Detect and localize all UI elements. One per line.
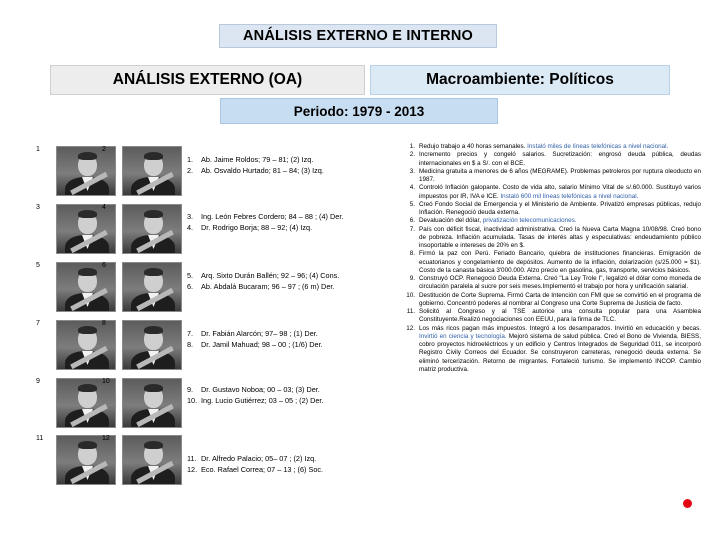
item-text-part: País con déficit fiscal, inactividad administrativa. Creó la Nueva Carta Magna 10/08/98. Creó bono de pobreza. Inflación acumulada. Tasas de interés altas y especulativas: endeudamiento público insoportable e intereses de 20% en $. (419, 225, 701, 249)
item-text (419, 151, 701, 168)
subtitle-left: ANÁLISIS EXTERNO (OA) (50, 65, 365, 95)
list-item (399, 168, 701, 185)
item-number: 6. (409, 217, 415, 225)
portrait-number: 6 (102, 262, 106, 269)
item-text (419, 168, 701, 185)
list-item (399, 143, 701, 151)
item-text-part: Los más ricos pagan más impuestos. Integró a los desamparados. Invirtió en educación y becas. (419, 324, 701, 332)
item-number: 1. (187, 155, 194, 164)
highlighted-text: Instaló miles de líneas telefónicas a nivel nacional. (527, 143, 669, 150)
list-item (187, 465, 387, 476)
list-item (187, 271, 387, 282)
item-text-part: Medicina gratuita a menores de 6 años (MEGRAME). Problemas petroleros por ruptura oleoducto en 1987. (419, 167, 701, 183)
list-item (187, 340, 387, 351)
portrait-photo-icon (122, 435, 182, 485)
item-text (419, 325, 701, 375)
list-item (187, 223, 387, 234)
item-number: 4. (187, 222, 194, 232)
president-list-group-4 (187, 329, 387, 350)
portrait-photo-icon (56, 378, 116, 428)
portrait-number: 12 (102, 435, 110, 442)
item-text-part: Firmó la paz con Perú. Feriado Bancario, quiebra de instituciones financieras. Emigración de ecuatorianos y congelamiento de depósitos. Aumento de la inflación, dolarización (s/25.000 = $1). Costo de la canasta básica 3'000.000. Alzo precio en gasolina, gas, transporte, servicios básicos. (419, 250, 701, 274)
item-number: 5. (187, 271, 194, 280)
item-text: Dr. Gustavo Noboa; 00 – 03; (3) Der. (201, 385, 320, 394)
item-text (419, 143, 701, 151)
list-item (187, 385, 387, 396)
list-item (187, 329, 387, 340)
portrait-number: 8 (102, 320, 106, 327)
item-number: 3. (409, 167, 415, 175)
list-item (399, 151, 701, 168)
president-list-group-2 (187, 212, 387, 233)
list-item (399, 226, 701, 251)
item-text-part: Destitución de Corte Suprema. Firmó Carta de Intención con FMI que se convirtió en el programa de gobierno. Concentró poderes al nombrar al Congreso una Corte Suprema de Justicia de facto. (419, 291, 701, 307)
item-number: 7. (187, 329, 194, 338)
item-text (419, 226, 701, 251)
portrait-photo-icon (56, 204, 116, 254)
item-number: 9. (187, 385, 194, 394)
president-list-group-6 (187, 454, 387, 475)
portrait-number: 5 (36, 262, 40, 269)
portrait-photo-icon (56, 146, 116, 196)
list-item (399, 325, 701, 375)
subtitle-right: Macroambiente: Políticos (370, 65, 670, 95)
list-item (399, 201, 701, 218)
portrait-photo-icon (56, 320, 116, 370)
portrait-number: 2 (102, 146, 106, 153)
list-item (399, 184, 701, 201)
item-text (419, 292, 701, 309)
item-number: 12. (406, 324, 415, 332)
portrait-photo-icon (56, 435, 116, 485)
president-list-group-5 (187, 385, 387, 406)
list-item (187, 155, 387, 166)
item-text-part: Controló Inflación galopante. Costo de vida alto, salario Mínimo Vital de s/.60.000. Sustituyó varios impuestos por IR, IVA e ICE. (419, 184, 701, 200)
list-item (187, 212, 387, 223)
item-text-part: Devaluación del dólar, (419, 217, 483, 225)
item-number: 2. (409, 151, 415, 159)
list-item (399, 275, 701, 292)
item-text (419, 201, 701, 218)
item-number: 12. (187, 464, 198, 474)
item-text (419, 217, 701, 225)
list-item (187, 454, 387, 465)
item-number: 8. (409, 250, 415, 258)
item-number: 11. (187, 454, 197, 463)
list-item (187, 396, 387, 407)
item-text: Ab. Osvaldo Hurtado; 81 – 84; (3) Izq. (201, 165, 324, 175)
item-text (419, 275, 701, 292)
item-text: Arq. Sixto Durán Ballén; 92 – 96; (4) Cons. (201, 271, 340, 280)
portrait-number: 3 (36, 204, 40, 211)
portrait-number: 11 (36, 435, 44, 442)
portrait-photo-icon (122, 262, 182, 312)
item-text (419, 250, 701, 275)
list-item (399, 217, 701, 225)
item-number: 2. (187, 165, 194, 175)
portrait-photo-icon (122, 320, 182, 370)
item-text-part: Construyó OCP. Renegoció Deuda Externa. Creó "La Ley Trole I", legalizó el dólar como moneda de circulación paralela al sucre por seis meses.Implementó el trabajo por hora y unificación salarial. (419, 275, 701, 291)
item-text: Ab. Abdalá Bucaram; 96 – 97 ; (6 m) Der. (201, 281, 335, 291)
item-text: Eco. Rafael Correa; 07 – 13 ; (6) Soc. (201, 464, 324, 474)
item-number: 9. (409, 275, 415, 282)
list-item (187, 166, 387, 177)
item-text: Dr. Jamil Mahuad; 98 – 00 ; (1/6) Der. (201, 339, 323, 349)
list-item (399, 308, 701, 325)
item-text (419, 308, 701, 325)
item-number: 5. (409, 200, 415, 208)
item-text-part: Mejoró sistema de salud pública. Creó el Bono de Vivienda. BIESS, cobro proyectos hidroeléctricos y un edificio y Centros Integrados de Seguridad 011, se incorporó Registro Civily Correos del Ecuador. Se construyeron carreteras, renegoció deuda externa. Se eliminó tercerización. Retorno de migrantes. Fortaleció turismo. Se implementó INCOP. Cambio matriz productiva. (419, 332, 702, 373)
item-text-part: Incremento precios y congeló salarios. Sucretización: engrosó deuda pública, deudas internacionales en $ a S/. con el BCE. (419, 151, 701, 167)
list-item (187, 282, 387, 293)
item-text-part: Redujo trabajo a 40 horas semanales. (419, 143, 528, 150)
item-number: 4. (409, 184, 415, 192)
item-text: Ab. Jaime Roldos; 79 – 81; (2) Izq. (201, 155, 314, 164)
item-text (419, 184, 701, 201)
portrait-number: 4 (102, 204, 106, 211)
item-number: 3. (187, 212, 194, 221)
item-text: Dr. Fabián Alarcón; 97– 98 ; (1) Der. (201, 329, 318, 338)
item-text-part: Creó Fondo Social de Emergencia y el Ministerio de Ambiente. Privatizó empresas públicas, redujo Inflación. Renegoció deuda externa. (419, 200, 701, 216)
item-text: Dr. Alfredo Palacio; 05– 07 ; (2) Izq. (201, 454, 317, 463)
item-text-part: Solicitó al Congreso y al TSE autorice una consulta popular para una Asamblea Constituyente.Realizó negociaciones con EEUU, para la firma de TLC. (419, 308, 701, 324)
portrait-number: 7 (36, 320, 40, 327)
portrait-photo-icon (122, 146, 182, 196)
item-number: 10. (187, 395, 198, 405)
highlighted-text: privatización telecomunicaciones. (482, 217, 577, 225)
highlighted-text: Instaló 600 mil líneas telefónicas a nivel nacional. (500, 192, 639, 200)
portrait-photo-icon (122, 204, 182, 254)
item-text: Dr. Rodrigo Borja; 88 – 92; (4) Izq. (201, 222, 313, 232)
item-number: 10. (406, 291, 415, 299)
item-number: 11. (406, 308, 415, 315)
list-item (399, 250, 701, 275)
period-label: Periodo: 1979 - 2013 (220, 98, 498, 124)
item-number: 8. (187, 339, 194, 349)
portrait-number: 10 (102, 378, 110, 385)
item-number: 7. (409, 225, 415, 233)
portrait-number: 9 (36, 378, 40, 385)
page-title: ANÁLISIS EXTERNO E INTERNO (219, 24, 497, 48)
portrait-photo-icon (56, 262, 116, 312)
portrait-photo-icon (122, 378, 182, 428)
portrait-number: 1 (36, 146, 40, 153)
item-text: Ing. León Febres Cordero; 84 – 88 ; (4) Der. (201, 212, 344, 221)
highlighted-text: Invirtió en ciencia y tecnología. (419, 332, 507, 340)
item-number: 1. (409, 143, 415, 150)
item-text: Ing. Lucio Gutiérrez; 03 – 05 ; (2) Der. (201, 395, 324, 405)
red-dot-icon (683, 499, 692, 508)
president-list-group-3 (187, 271, 387, 292)
list-item (399, 292, 701, 309)
item-number: 6. (187, 281, 194, 291)
political-events-list (399, 143, 701, 374)
president-list-group-1 (187, 155, 387, 176)
